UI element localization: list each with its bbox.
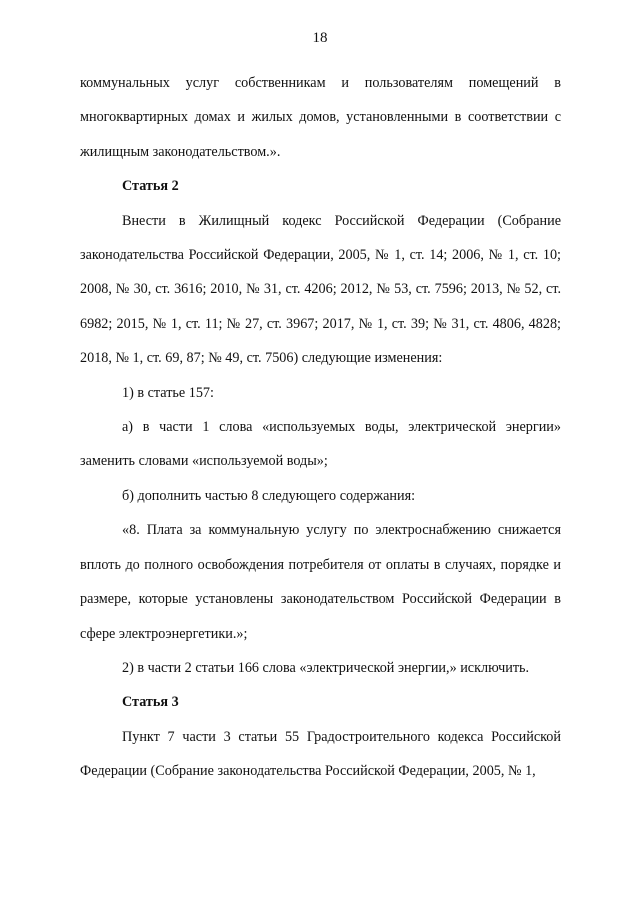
item-1b-paragraph: б) дополнить частью 8 следующего содержания: xyxy=(122,487,416,504)
item-2-paragraph: 2) в части 2 статьи 166 слова «электрической энергии,» исключить. xyxy=(122,659,530,676)
article-3-heading: Статья 3 xyxy=(122,694,179,711)
page-number: 18 xyxy=(312,30,328,46)
part-8-paragraph: «8. Плата за коммунальную услугу по электроснабжению снижается вплоть до полного освобождения потребителя от оплаты в случаях, порядке и размере, которые установлены законодательством Российской Федерации в сфере электроэнергетики.»; xyxy=(80,522,561,642)
document-body xyxy=(80,66,561,789)
paragraph-continuation: коммунальных услуг собственникам и пользователям помещений в многоквартирных домах и жилых домов, установленными в соответствии с жилищным законодательством.». xyxy=(80,75,561,160)
item-1a-paragraph: а) в части 1 слова «используемых воды, электрической энергии» заменить словами «используемой воды»; xyxy=(80,419,561,470)
article-2-heading: Статья 2 xyxy=(122,178,179,195)
item-1-paragraph: 1) в статье 157: xyxy=(122,384,214,401)
article-3-paragraph: Пункт 7 части 3 статьи 55 Градостроительного кодекса Российской Федерации (Собрание законодательства Российской Федерации, 2005, № 1, xyxy=(80,728,561,780)
article-2-intro-paragraph: Внести в Жилищный кодекс Российской Федерации (Собрание законодательства Российской Федерации, 2005, № 1, ст. 14; 2006, № 1, ст. 10; 2008, № 30, ст. 3616; 2010, № 31, ст. 4206; 2012, № 53, ст. 7596; 2013, № 52, ст. 6982; 2015, № 1, ст. 11; № 27, ст. 3967; 2017, № 1, ст. 39; № 31, ст. 4806, 4828; 2018, № 1, ст. 69, 87; № 49, ст. 7506) следующие изменения: xyxy=(80,212,561,367)
